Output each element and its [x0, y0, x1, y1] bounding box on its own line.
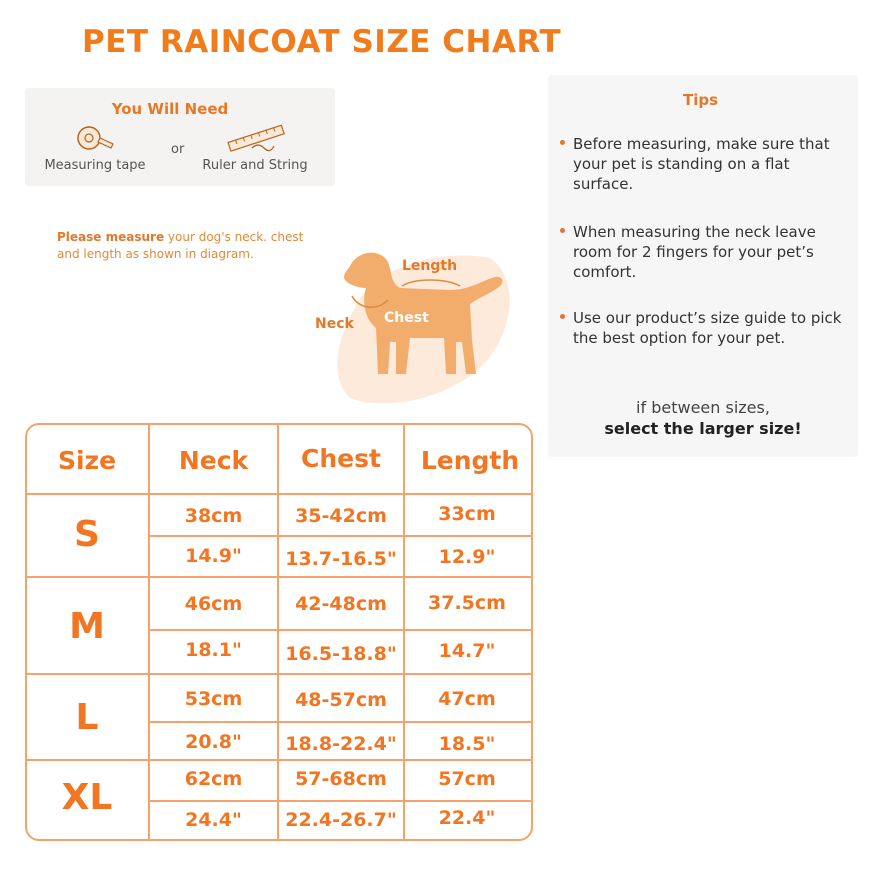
tip-text: Use our product’s size guide to pick the best option for your pet.	[573, 309, 842, 347]
size-chart-table	[25, 423, 533, 841]
tip-item	[573, 308, 848, 348]
bullet-icon	[560, 140, 565, 145]
row-divider	[27, 759, 531, 761]
header-length: Length	[420, 446, 520, 475]
page-title: PET RAINCOAT SIZE CHART	[82, 24, 562, 60]
table-cell: 46cm	[184, 593, 243, 615]
row-divider	[27, 493, 531, 495]
tips-panel	[548, 75, 858, 457]
you-will-need-title: You Will Need	[111, 100, 229, 118]
between-sizes-line2: select the larger size!	[604, 419, 802, 438]
size-label-s: S	[74, 514, 100, 555]
table-cell: 14.9"	[185, 545, 242, 567]
table-cell: 16.5-18.8"	[285, 643, 397, 665]
header-neck: Neck	[178, 446, 249, 475]
ruler-icon	[222, 124, 288, 152]
table-cell: 37.5cm	[428, 592, 506, 614]
table-cell: 42-48cm	[295, 593, 387, 615]
table-cell: 62cm	[184, 768, 243, 790]
measuring-tape-icon	[75, 124, 115, 152]
size-label-m: M	[69, 606, 105, 647]
table-cell: 22.4"	[438, 807, 496, 829]
table-cell: 35-42cm	[295, 505, 387, 527]
table-cell: 57-68cm	[295, 768, 387, 790]
bullet-icon	[560, 314, 565, 319]
measure-instructions-bold: Please measure	[57, 230, 165, 244]
table-cell: 18.1"	[185, 639, 242, 661]
header-chest: Chest	[301, 444, 381, 473]
ruler-string-item	[195, 124, 315, 173]
measure-instructions	[57, 229, 322, 263]
measure-instructions-text: your dog's neck. chest and length as shown in diagram.	[57, 230, 304, 261]
tip-text: Before measuring, make sure that your pet is standing on a flat surface.	[573, 135, 830, 193]
table-cell: 22.4-26.7"	[285, 809, 397, 831]
table-cell: 18.8-22.4"	[285, 733, 397, 755]
table-cell: 12.9"	[438, 546, 496, 568]
table-cell: 53cm	[184, 688, 243, 710]
tips-title: Tips	[682, 91, 719, 109]
dog-measurement-diagram	[310, 238, 532, 410]
table-cell: 57cm	[438, 768, 496, 790]
measuring-tape-item	[40, 124, 150, 173]
row-divider	[148, 800, 531, 802]
tip-item	[573, 134, 848, 194]
table-cell: 33cm	[438, 503, 496, 525]
size-label-l: L	[75, 697, 99, 738]
or-label: or	[171, 142, 185, 157]
header-size: Size	[57, 446, 117, 475]
tip-text: When measuring the neck leave room for 2 fingers for your pet’s comfort.	[573, 223, 816, 281]
tip-item	[573, 222, 848, 282]
row-divider	[148, 721, 531, 723]
row-divider	[27, 673, 531, 675]
ruler-string-label: Ruler and String	[202, 158, 308, 173]
row-divider	[27, 576, 531, 578]
length-label: Length	[402, 258, 458, 274]
table-cell: 38cm	[184, 505, 243, 527]
table-cell: 48-57cm	[295, 689, 387, 711]
row-divider	[148, 535, 531, 537]
you-will-need-panel	[25, 88, 335, 186]
bullet-icon	[560, 228, 565, 233]
table-cell: 18.5"	[438, 733, 496, 755]
between-sizes-note	[548, 397, 858, 439]
measuring-tape-label: Measuring tape	[44, 158, 146, 173]
row-divider	[148, 629, 531, 631]
table-cell: 14.7"	[438, 640, 496, 662]
table-cell: 20.8"	[185, 731, 242, 753]
size-label-xl: XL	[61, 777, 113, 818]
table-cell: 47cm	[438, 688, 496, 710]
table-cell: 24.4"	[185, 809, 242, 831]
table-cell: 13.7-16.5"	[285, 548, 397, 570]
between-sizes-line1: if between sizes,	[636, 398, 770, 417]
neck-label: Neck	[315, 316, 354, 332]
chest-label: Chest	[384, 310, 429, 326]
